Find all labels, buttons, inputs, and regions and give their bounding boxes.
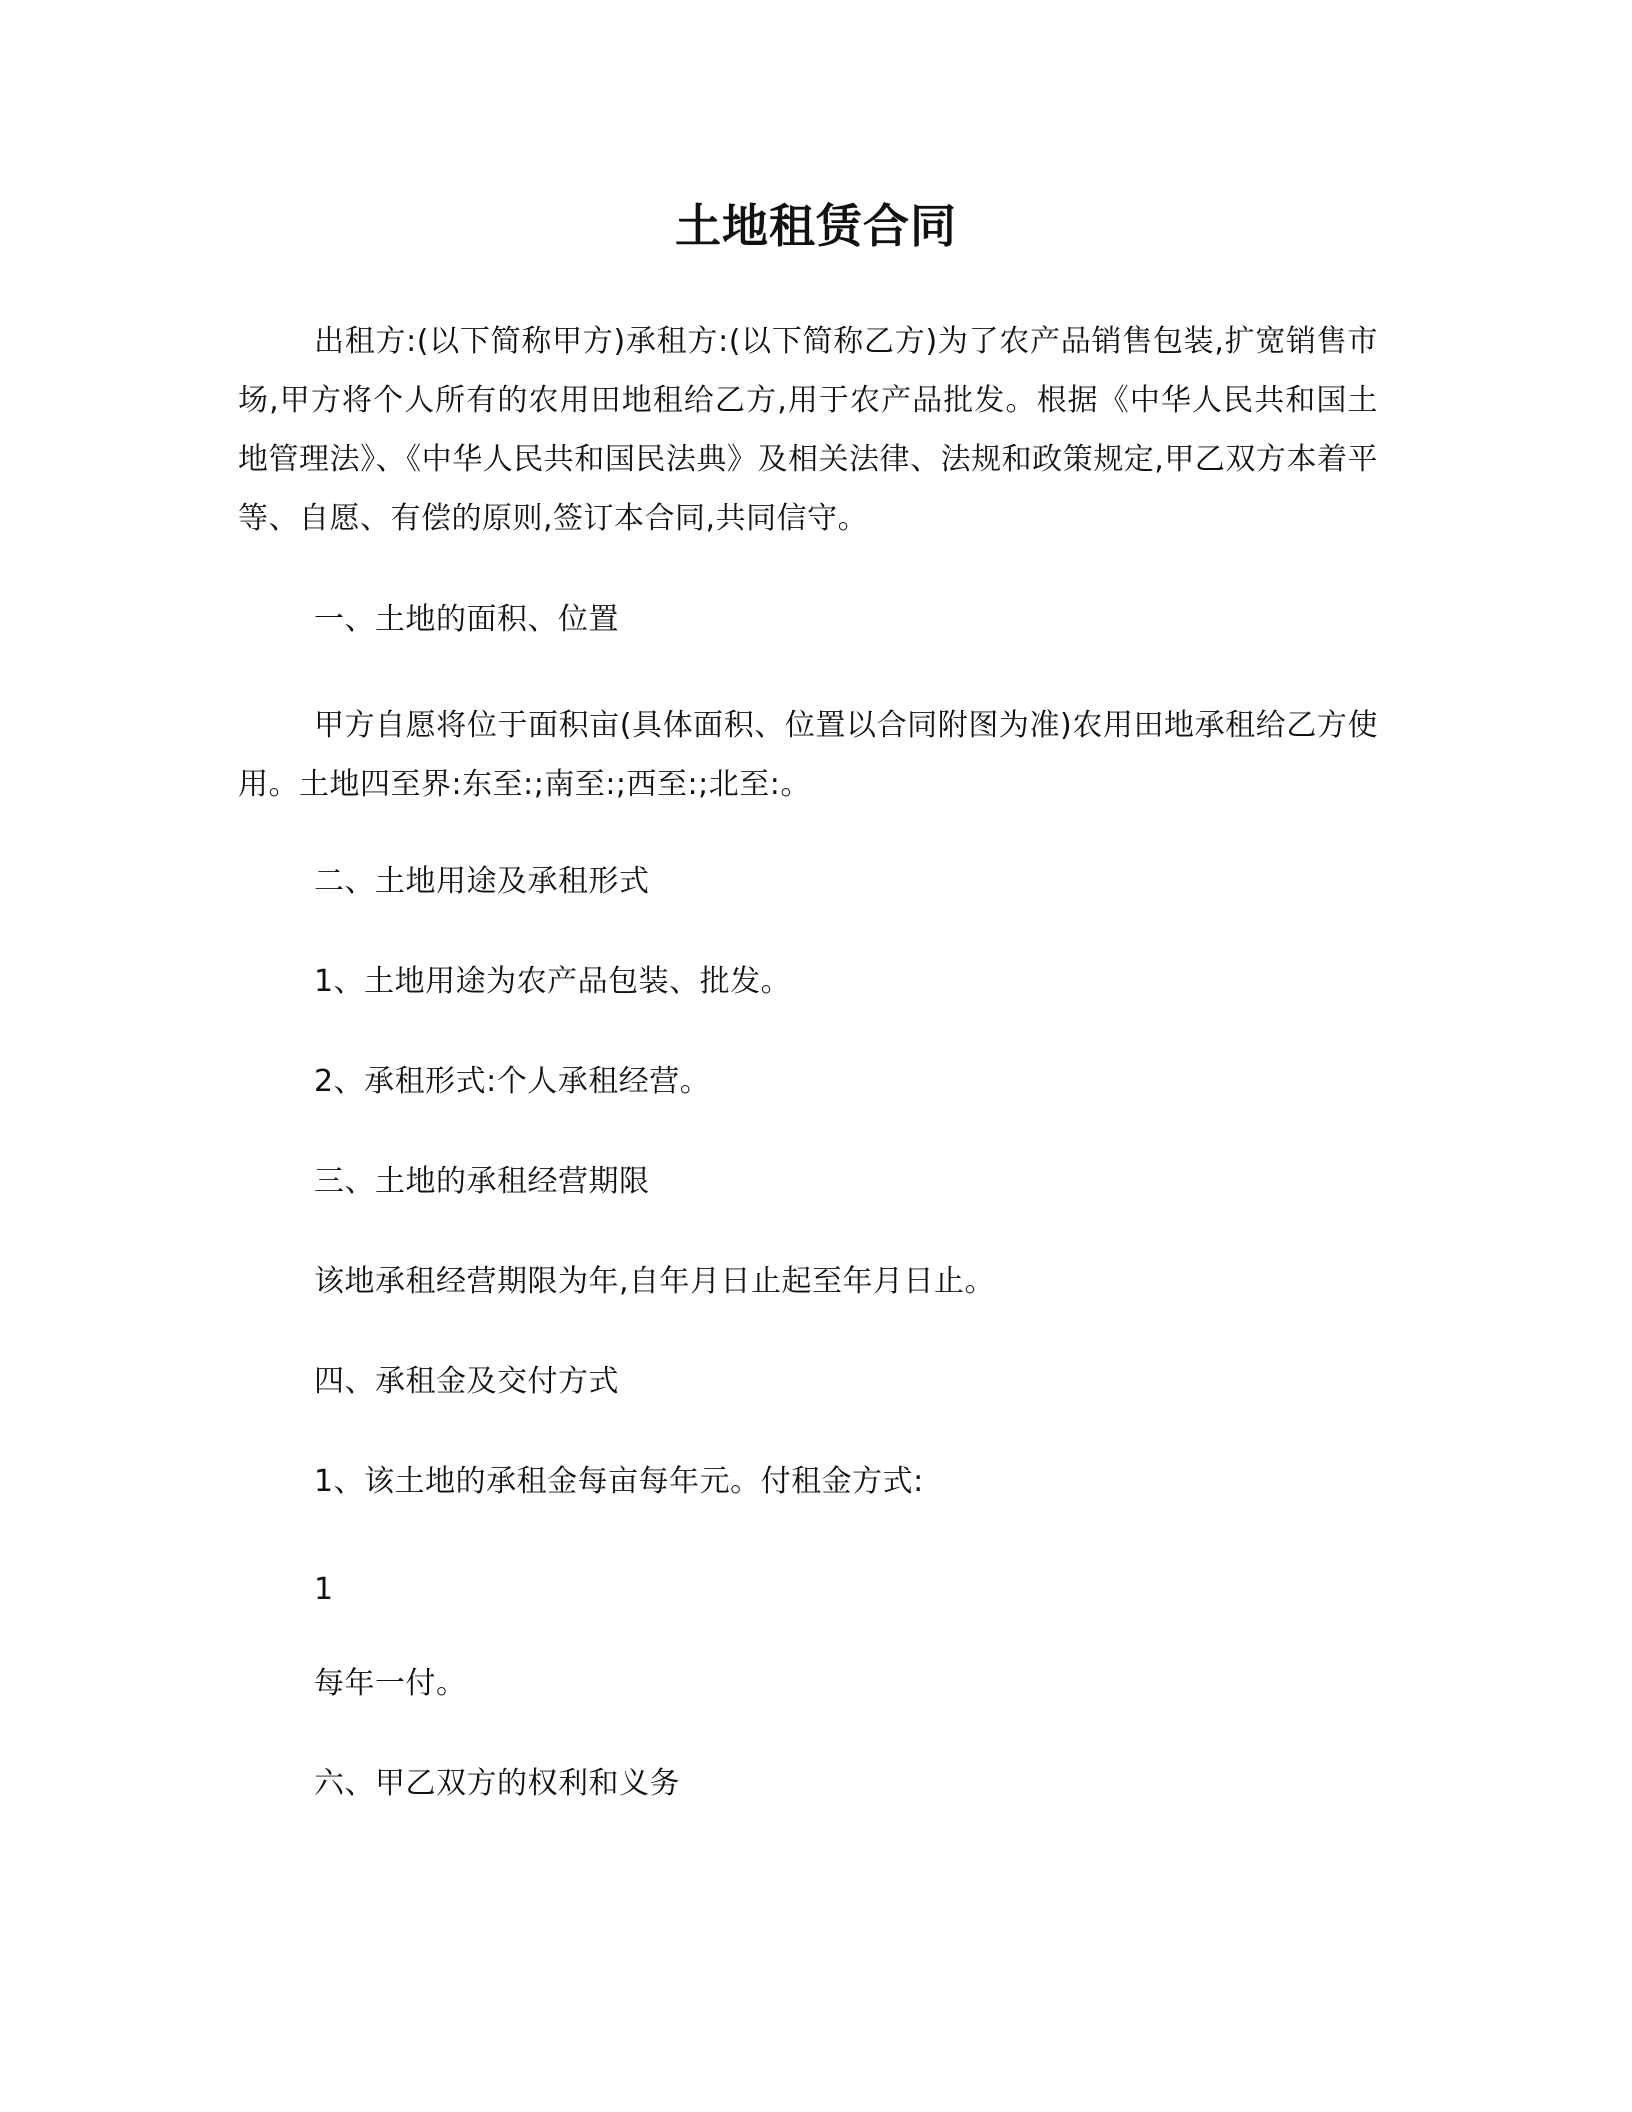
section2-item-2: 2、承租形式:个人承租经营。 [314,1064,711,1099]
section1-heading: 一、土地的面积、位置 [314,602,619,637]
section6-heading: 六、甲乙双方的权利和义务 [314,1766,680,1801]
section3-heading: 三、土地的承租经营期限 [314,1164,650,1199]
intro-block [238,312,1378,548]
section4-heading: 四、承租金及交付方式 [314,1364,619,1399]
section4-number: 1 [314,1572,334,1607]
section1-block [238,696,1378,814]
section2-heading: 二、土地用途及承租形式 [314,864,650,899]
document-title: 土地租赁合同 [675,199,957,253]
section4-item-1: 1、该土地的承租金每亩每年元。付租金方式: [314,1464,924,1499]
section2-item-1: 1、土地用途为农产品包装、批发。 [314,964,792,999]
section1-paragraph: 甲方自愿将位于面积亩(具体面积、位置以合同附图为准)农用田地承租给乙方使用。土地四至界:东至:;南至:;西至:;北至:。 [238,708,1378,802]
intro-paragraph: 出租方:(以下简称甲方)承租方:(以下简称乙方)为了农产品销售包装,扩宽销售市场,甲方将个人所有的农用田地租给乙方,用于农产品批发。根据《中华人民共和国土地管理法》、《中华人民共和国民法典》及相关法律、法规和政策规定,甲乙双方本着平等、自愿、有偿的原则,签订本合同,共同信守。 [238,324,1378,536]
section3-text: 该地承租经营期限为年,自年月日止起至年月日止。 [314,1264,996,1299]
section4-payment: 每年一付。 [314,1666,467,1701]
